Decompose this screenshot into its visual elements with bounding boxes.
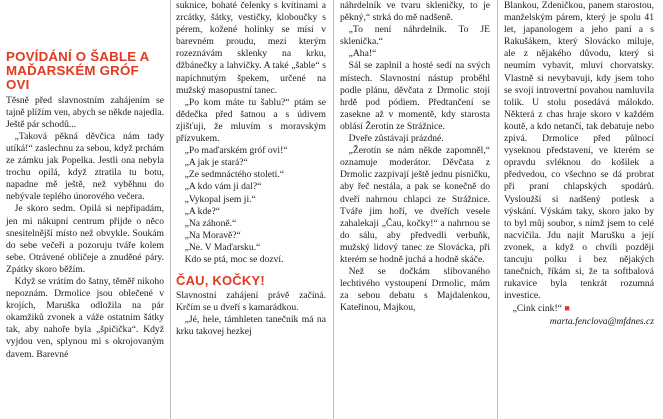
- paragraph: Blankou, Zdeničkou, panem starostou, manželským párem, který je spolu 41 let, japanologem a jeho paní a s Rakušákem, který Slovácko miluje, ale z nějakého důvodu, který si neumím vybavit, mluví chorvatsky. Vlastně si nevybavuji, kdy jsem toho se svojí introvertní povahou namluvila tolik. U stolu posedává málokdo. Některá z chas hraje skoro v každém koutě, a kdo netančí, tak debatuje nebo zpívá. Drmolice před půlnocí vyseknou představení, ve kterém se opravdu svléknou do košilek a předvedou, co všechno se dá probrat při praní chlapských spodárů. Vysloužší si nadšený potlesk a výskání. Výskám taky, skoro jako by to byl můj soubor, s nímž jsem to celé nacvičila. Jdu najít Marušku a její zvonek, a když o chvíli později tancuju polku i bez nějakých tanečních, říkám si, že ta softbalová rukavice byla tenkrát rozumná investice.: [504, 0, 654, 302]
- paragraph: „Po kom máte tu šablu?“ ptám se dědečka před šatnou a s údivem zjišťuji, že mluvím s moravským přízvukem.: [176, 96, 326, 145]
- paragraph: Kdo se ptá, moc se dozví.: [184, 253, 284, 265]
- column-2: [176, 0, 326, 338]
- section-heading-2: ČAU, KOČKY!: [176, 273, 265, 289]
- paragraph: „Na Moravě?“: [184, 229, 241, 241]
- section-heading-1: POVÍDÁNÍ O ŠABLE A MAĎARSKÉM GRÓF OVI: [6, 49, 149, 93]
- paragraph: „A kdo vám ji dal?“: [184, 181, 262, 193]
- paragraph: „Taková pěkná děvčica nám tady utíká!“ zaslechnu za sebou, když prchám ze zámku jak Popelka. Jestli ona nebyla trochu opilá, když ztratila tu botu, napadne mě ještě, než vyběhnu do nebývale teplého únorového večera.: [6, 130, 164, 203]
- paragraph: „To není náhrdelník. To JE sklenička.“: [340, 24, 490, 48]
- paragraph: „A jak je stará?“: [184, 157, 248, 169]
- paragraph: Je skoro sedm. Opilá si nepřipadám, jen mi nákupní centrum přijde o něco snesitelnější místo než obvykle. Soukám do sebe večeři a pozoruju tváře kolem sebe. Otrávené obličeje a znuděné páry. Zpátky skoro běžím.: [6, 203, 164, 275]
- closing-line: [504, 302, 654, 315]
- paragraph: Když se vrátím do šatny, těměř nikoho nepoznám. Drmolice jsou oblečené v krojích, Maruška odložila na pár okamžiků zvonek a váže ostatním šátky tak, aby nahoře byla „špičička“. Když vyjdou ven, splynou mi s okrojovaným davem. Barevné: [6, 276, 164, 360]
- column-divider: [170, 0, 171, 419]
- paragraph: Dveře zůstávají prázdné.: [348, 133, 444, 145]
- paragraph: „Žerotín se nám někde zapomněl,“ oznamuje moderátor. Děvčata z Drmolic zazpívají ještě jednu písničku, aby řeč nestála, a pak se konečně do dveří nahrnou chlapci ze Strážnice. Tváře jim hoří, ve dveřích vesele zahalekají „Čau, kočky!“ a nahrnou se do sálu, aby předvedli verbuňk, mužský lidový tanec ze Slovácka, při kterém se hodně juchá a hodně skáče.: [340, 145, 490, 265]
- paragraph: „Ze sedmnáctého století.“: [184, 169, 284, 181]
- column-3: [340, 0, 490, 314]
- paragraph: Slavnostní zahájení právě začíná. Krčím se u dveří s kamarádkou.: [176, 290, 326, 314]
- end-mark-icon: ■: [564, 303, 570, 314]
- paragraph: Těsně před slavnostním zahájením se tajně plížím ven, abych se někde najedla. Ještě pár schodů...: [6, 94, 164, 130]
- paragraph: „A kde?“: [184, 205, 221, 217]
- paragraph: Než se dočkám slibovaného lechtivého vystoupení Drmolic, mám za sebou debatu s Majdalenkou, Kateřinou, Majkou,: [340, 266, 490, 314]
- column-divider: [497, 0, 498, 419]
- author-email: marta.fenclova@mfdnes.cz: [549, 316, 654, 328]
- closing-text: „Cink cink!“: [512, 303, 562, 315]
- paragraph: „Ne. V Maďarsku.“: [184, 241, 261, 253]
- paragraph: „Vykopal jsem ji.“: [184, 193, 256, 205]
- column-1: [6, 0, 164, 361]
- paragraph: náhrdelník ve tvaru skleničky, to je pěkný,“ strká do mě nadšeně.: [340, 0, 490, 24]
- paragraph: „Po maďarském gróf ovi!“: [184, 145, 288, 157]
- column-4: [504, 0, 654, 329]
- paragraph: suknice, bohaté čelenky s kvítinami a zrcátky, šátky, vestičky, kloboučky s pérem, kožené holínky se mísí v barevném proudu, mezi kterým rozeznávám sklenky na krku, džbánečky a lahvičky. A také „šable“ s napíchnutým špekem, určené na mužský masopustní tanec.: [176, 0, 326, 96]
- paragraph: „Aha!“: [348, 48, 377, 60]
- paragraph: „Na záhoně.“: [184, 217, 237, 229]
- column-divider: [333, 0, 334, 419]
- paragraph: „Jé, hele, támhleten tanečník má na krku takovej hezkej: [176, 314, 326, 338]
- paragraph: Sál se zaplnil a hosté sedí na svých místech. Slavnostní nástup proběhl podle plánu, děvčata z Drmolic stojí hrdě pod pódiem. Předtančení se zasekne až v momentě, kdy starosta oblásí Žerotín ze Strážnice.: [340, 60, 490, 132]
